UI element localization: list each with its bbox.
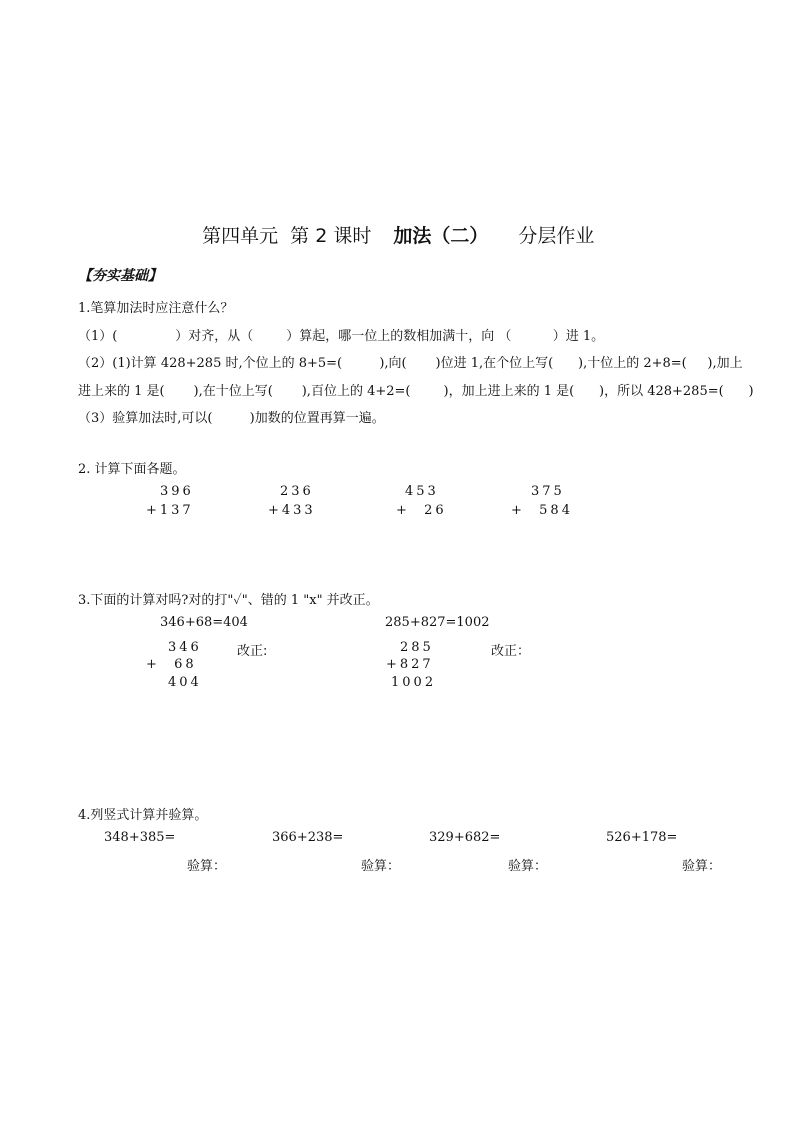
q1-line-1: （1）( ）对齐，从（ ）算起，哪一位上的数相加满十，向 （ ）进 1。 (78, 329, 605, 344)
q4-item-3-expr: 329+682= (429, 830, 501, 845)
q3-item-1-result: 404 (168, 675, 202, 690)
q2-problem-4-top: 375 (531, 484, 565, 499)
q4-heading: 4.列竖式计算并验算。 (78, 808, 208, 823)
q4-item-2-expr: 366+238= (272, 830, 344, 845)
q4-item-4-check: 验算： (682, 859, 722, 874)
q3-item-2-top: 285 (400, 640, 434, 655)
section-label: 【夯实基础】 (78, 268, 162, 284)
q3-item-1-bottom: + 68 (146, 657, 197, 672)
q3-item-1-top: 346 (168, 640, 202, 655)
page-title (190, 199, 594, 248)
q1-line-4: （3）验算加法时,可以( )加数的位置再算一遍。 (78, 411, 385, 426)
q2-problem-4-bottom: + 584 (511, 503, 573, 518)
q2-problem-3-top: 453 (405, 484, 439, 499)
q2-problem-1-top: 396 (160, 484, 194, 499)
q4-item-1-check: 验算： (187, 859, 227, 874)
q2-heading: 2. 计算下面各题。 (78, 462, 186, 477)
q3-item-1-equation: 346+68=404 (160, 615, 248, 630)
q3-item-2-bottom: +827 (386, 657, 434, 672)
q3-item-2-result: 1002 (391, 675, 437, 690)
q2-problem-1-bottom: +137 (146, 503, 194, 518)
q3-heading: 3.下面的计算对吗?对的打"✓"、错的 1 "x" 并改正。 (78, 593, 379, 608)
q4-item-1-expr: 348+385= (104, 830, 176, 845)
q1-line-3: 进上来的 1 是( ),在十位上写( ),百位上的 4+2=( )，加上进上来的 1 是( )，所以 428+285=( ) (78, 384, 754, 399)
q4-item-4-expr: 526+178= (606, 830, 678, 845)
q3-item-1-fix-label: 改正: (237, 644, 268, 659)
title-kind: 分层作业 (518, 225, 595, 247)
q4-item-2-check: 验算： (361, 859, 401, 874)
title-topic: 加法（二） (393, 225, 489, 247)
title-unit: 第四单元 第 2 课时 (202, 225, 372, 247)
q1-line-2: （2）(1)计算 428+285 时,个位上的 8+5=( ),向( )位进 1,在个位上写( ),十位上的 2+8=( ),加上 (78, 356, 743, 371)
q4-item-3-check: 验算： (508, 859, 548, 874)
q3-item-2-fix-label: 改正： (491, 644, 531, 659)
q2-problem-2-top: 236 (280, 484, 314, 499)
q1-heading: 1.笔算加法时应注意什么？ (78, 301, 234, 316)
q3-item-2-equation: 285+827=1002 (385, 615, 490, 630)
q2-problem-2-bottom: +433 (268, 503, 316, 518)
q2-problem-3-bottom: + 26 (396, 503, 447, 518)
